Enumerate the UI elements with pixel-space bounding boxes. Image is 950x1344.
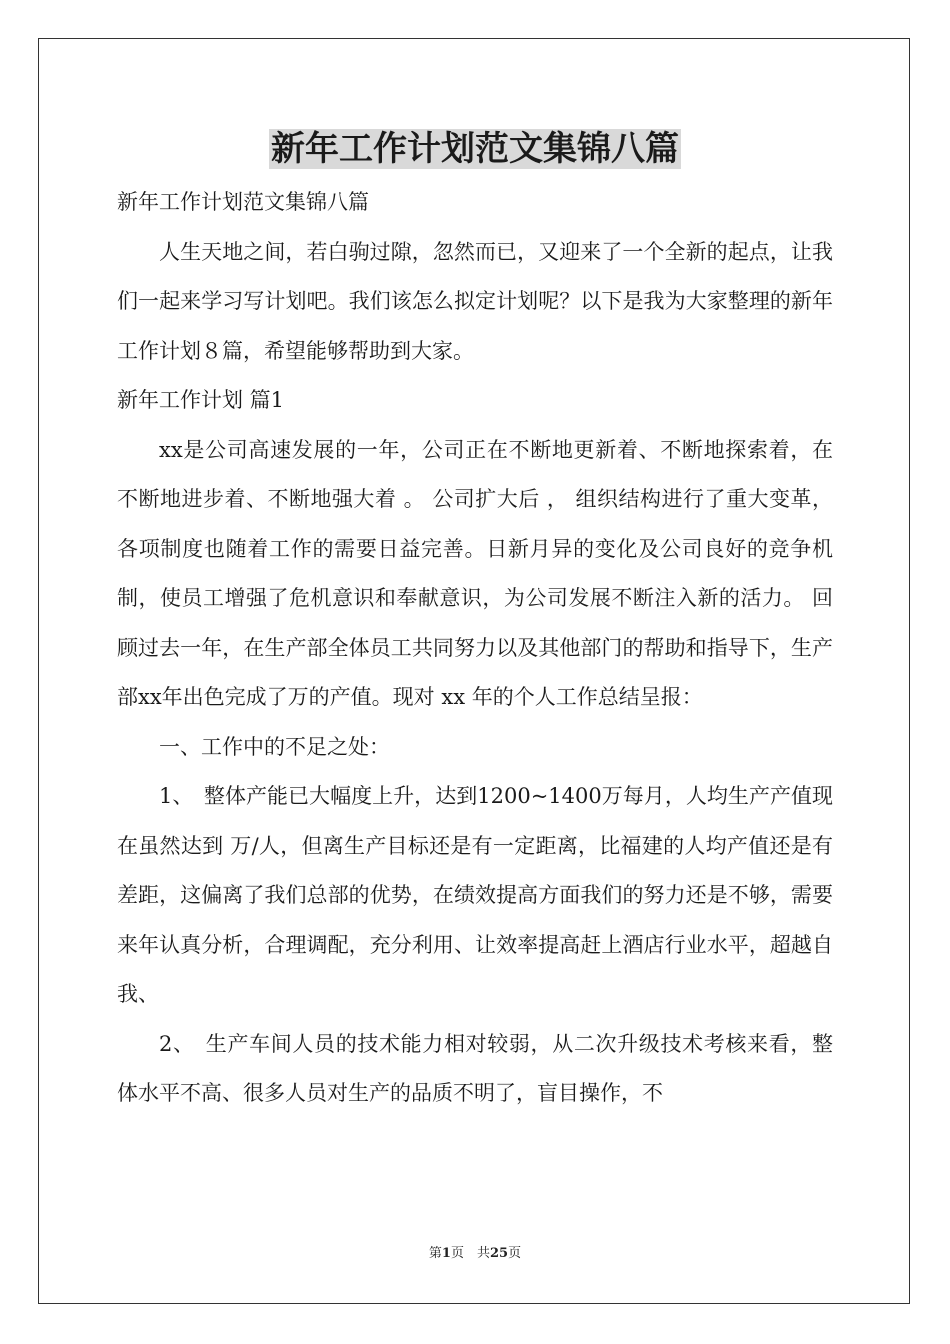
list-item-1: 1、 整体产能已大幅度上升，达到1200~1400万每月，人均生产产值现在虽然达到 万/人，但离生产目标还是有一定距离，比福建的人均产值还是有差距，这偏离了我们总部的优势，在绩效提高方面我们的努力还是不够，需要来年认真分析，合理调配，充分利用、让效率提高赶上酒店行业水平，超越自我、 [117, 784, 833, 1006]
footer-mid: 页 共 [450, 1246, 490, 1261]
footer-page-number: 1 [441, 1246, 451, 1261]
intro-paragraph: 人生天地之间，若白驹过隙，忽然而已，又迎来了一个全新的起点，让我们一起来学习写计划吧。我们该怎么拟定计划呢？以下是我为大家整理的新年工作计划８篇，希望能够帮助到大家。 [117, 239, 833, 363]
subtitle-line: 新年工作计划范文集锦八篇 [117, 190, 369, 214]
footer-suffix: 页 [508, 1246, 522, 1261]
document-body [117, 178, 833, 1119]
footer-prefix: 第 [428, 1246, 442, 1261]
section-heading: 新年工作计划 篇1 [117, 388, 285, 412]
footer-total-pages: 25 [489, 1246, 509, 1261]
document-title [0, 124, 950, 174]
body-paragraph: xx是公司高速发展的一年，公司正在不断地更新着、不断地探索着，在不断地进步着、不断地强大着 。 公司扩大后 ， 组织结构进行了重大变革，各项制度也随着工作的需要日益完善。日新月异的变化及公司良好的竞争机制，使员工增强了危机意识和奉献意识，为公司发展不断注入新的活力。 回顾过去一年，在生产部全体员工共同努力以及其他部门的帮助和指导下，生产部xx年出色完成了万的产值。现对 xx 年的个人工作总结呈报： [117, 437, 833, 709]
list-item-2: 2、 生产车间人员的技术能力相对较弱，从二次升级技术考核来看，整体水平不高、很多人员对生产的品质不明了，盲目操作，不 [117, 1031, 833, 1105]
document-title-text: 新年工作计划范文集锦八篇 [271, 129, 679, 169]
subsection-heading: 一、工作中的不足之处： [159, 734, 390, 759]
page-footer [0, 1245, 950, 1263]
